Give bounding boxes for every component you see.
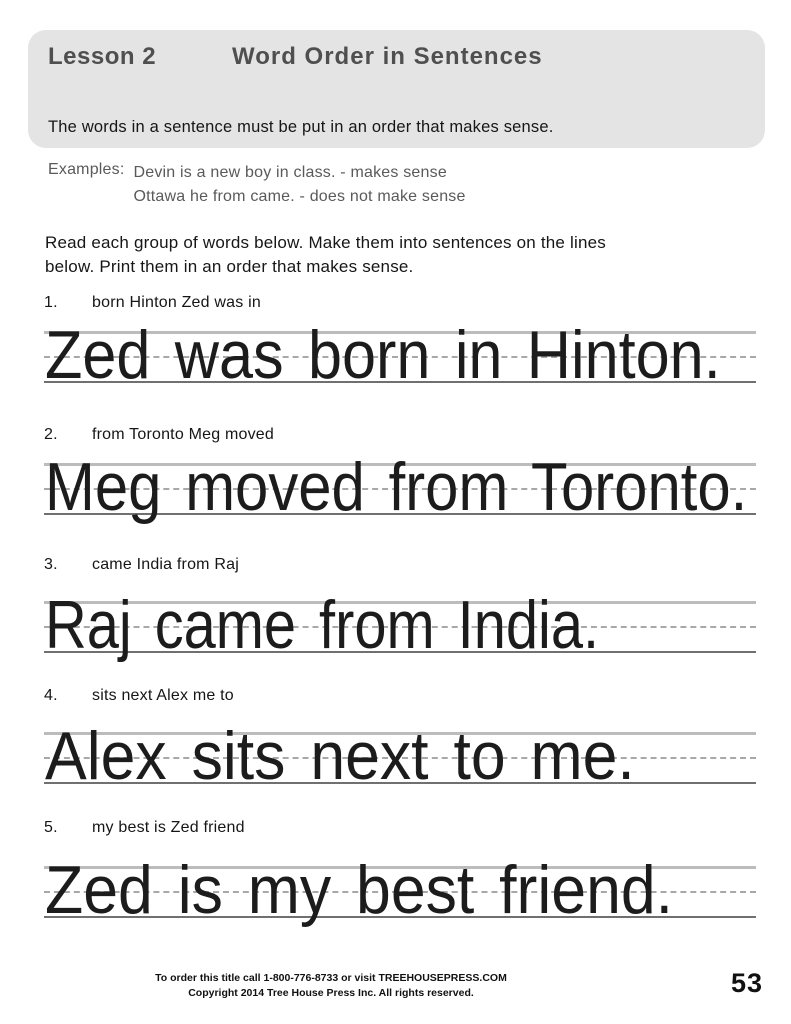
item-5-prompt [44, 819, 245, 837]
footer-copyright-line: Copyright 2014 Tree House Press Inc. All rights reserved. [188, 986, 474, 999]
item-2-prompt [44, 426, 274, 444]
instructions-line-1: Read each group of words below. Make them into sentences on the lines [45, 233, 606, 252]
item-2-handwritten-answer: Meg moved from Toronto. [45, 449, 748, 525]
examples-label: Examples: [48, 161, 125, 178]
item-4-prompt [44, 687, 234, 705]
item-5-number: 5. [44, 819, 58, 836]
item-5-scrambled-words: my best is Zed friend [92, 819, 245, 836]
lesson-header-box [28, 30, 765, 148]
examples-lines [134, 161, 466, 209]
item-4-scrambled-words: sits next Alex me to [92, 687, 234, 704]
example-does-not-make-sense: Ottawa he from came. - does not make sense [133, 188, 466, 205]
lesson-rule-text: The words in a sentence must be put in an order that makes sense. [48, 118, 554, 136]
item-1-number: 1. [44, 294, 58, 311]
lesson-number-label: Lesson 2 [48, 43, 157, 70]
item-3-prompt [44, 556, 239, 574]
instructions-text [45, 231, 606, 279]
item-3-handwritten-answer: Raj came from India. [45, 587, 600, 663]
item-2-scrambled-words: from Toronto Meg moved [92, 426, 274, 443]
item-4-number: 4. [44, 687, 58, 704]
instructions-line-2: below. Print them in an order that makes sense. [45, 257, 414, 276]
footer-publisher-info [0, 971, 662, 1000]
item-4-handwritten-answer: Alex sits next to me. [45, 718, 635, 794]
page-title: Word Order in Sentences [232, 43, 543, 70]
item-3-scrambled-words: came India from Raj [92, 556, 239, 573]
examples-block [48, 161, 466, 209]
item-1-scrambled-words: born Hinton Zed was in [92, 294, 261, 311]
item-1-handwritten-answer: Zed was born in Hinton. [45, 317, 721, 393]
item-1-prompt [44, 294, 261, 312]
item-3-number: 3. [44, 556, 58, 573]
item-2-number: 2. [44, 426, 58, 443]
page-number: 53 [731, 968, 764, 998]
example-makes-sense: Devin is a new boy in class. - makes sense [133, 164, 447, 181]
footer-order-line: To order this title call 1-800-776-8733 or visit TREEHOUSEPRESS.COM [155, 972, 507, 984]
item-5-handwritten-answer: Zed is my best friend. [45, 852, 674, 928]
